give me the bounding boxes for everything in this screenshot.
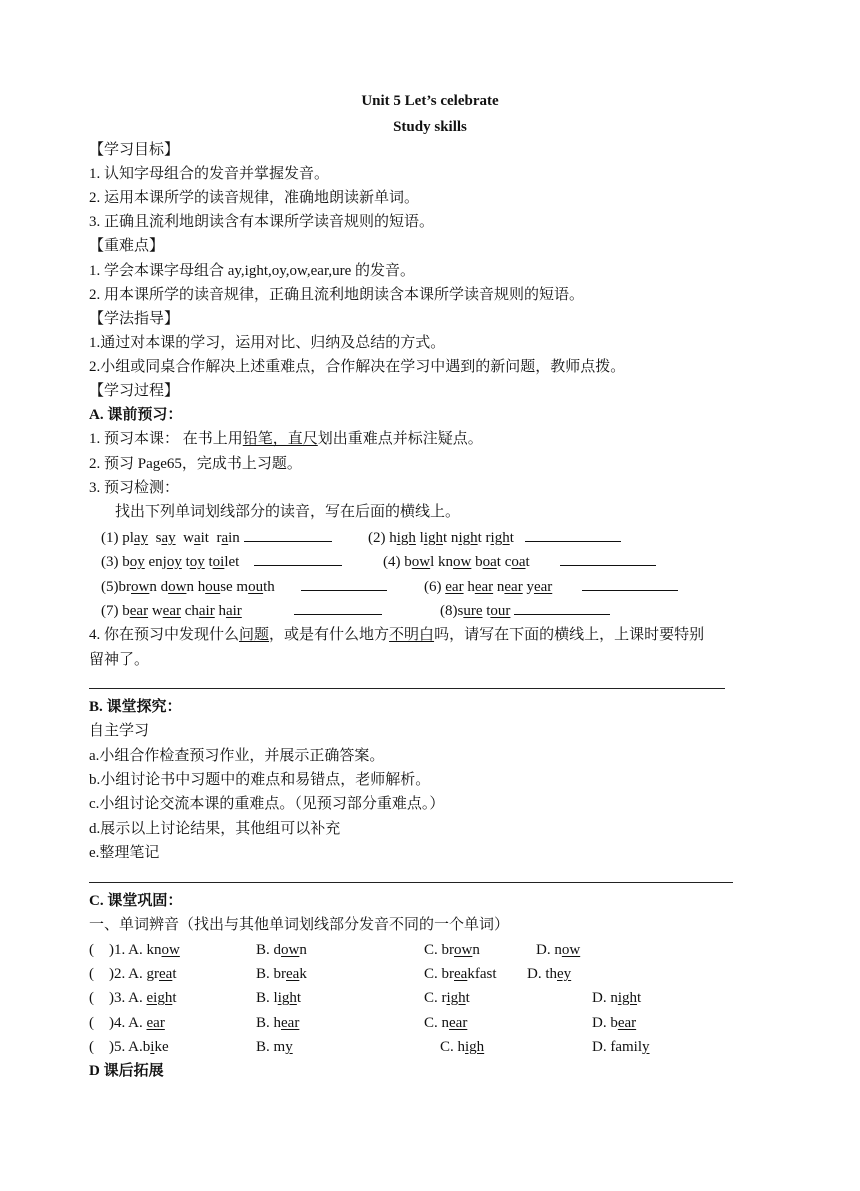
section-c-sub: 一、单词辨音（找出与其他单词划线部分发音不同的一个单词）: [89, 917, 510, 933]
answer-blank[interactable]: [582, 576, 678, 591]
keypoint-item: 2. 用本课所学的读音规律，正确且流利地朗读含本课所学读音规则的短语。: [89, 287, 585, 303]
exercise-item: (5)brown down house mouth: [101, 576, 387, 597]
keypoint-item: 1. 学会本课字母组合 ay,ight,oy,ow,ear,ure 的发音。: [89, 263, 416, 279]
option: D. now: [536, 942, 581, 958]
goal-item: 2. 运用本课所学的读音规律，准确地朗读新单词。: [89, 190, 420, 206]
text: 1. 预习本课： 在书上用: [89, 431, 243, 447]
option: C. brown: [424, 942, 480, 958]
option: D. night: [592, 990, 642, 1006]
section-a-instruction: 找出下列单词划线部分的读音，写在后面的横线上。: [115, 504, 461, 520]
keypoints-heading: 【重难点】: [89, 238, 165, 254]
method-heading: 【学法指导】: [89, 311, 180, 327]
section-b-item: b.小组讨论书中习题中的难点和易错点，老师解析。: [89, 772, 431, 788]
section-b-item: a.小组合作检查预习作业，并展示正确答案。: [89, 748, 385, 764]
goal-item: 1. 认知字母组合的发音并掌握发音。: [89, 166, 330, 182]
notes-line[interactable]: [89, 882, 733, 883]
underlined-text: 铅笔，直尺: [242, 431, 318, 447]
section-a-item: 2. 预习 Page65，完成书上习题。: [89, 456, 302, 472]
exercise-item: (7) bear wear chair hair: [101, 600, 382, 621]
exercise-item: (1) play say wait rain: [101, 527, 332, 548]
answer-paren[interactable]: (: [89, 990, 94, 1006]
section-a-item: [89, 625, 704, 645]
underlined-text: 不明白: [389, 627, 435, 643]
option: B. down: [256, 942, 307, 958]
method-item: 2.小组或同桌合作解决上述重难点，合作解决在学习中遇到的新问题，教师点拨。: [89, 359, 626, 375]
text: 划出重难点并标注疑点。: [317, 431, 483, 447]
exercise-item: (8)sure tour: [440, 600, 610, 621]
answer-paren[interactable]: (: [89, 1039, 94, 1055]
option: B. my: [256, 1039, 293, 1055]
goals-heading: 【学习目标】: [89, 142, 180, 158]
method-item: 1.通过对本课的学习，运用对比、归纳及总结的方式。: [89, 335, 446, 351]
option: D. they: [527, 966, 572, 982]
section-d-heading: D 课后拓展: [89, 1063, 164, 1079]
answer-paren[interactable]: (: [89, 942, 94, 958]
section-a-item: 留神了。: [89, 652, 150, 668]
answer-paren[interactable]: (: [89, 1015, 94, 1031]
option: B. light: [256, 990, 302, 1006]
exercise-item: (4) bowl know boat coat: [383, 551, 656, 572]
section-b-sub: 自主学习: [89, 723, 150, 739]
text: ，或是有什么地方: [269, 627, 390, 643]
process-heading: 【学习过程】: [89, 383, 180, 399]
answer-blank[interactable]: [254, 551, 342, 566]
option: B. break: [256, 966, 307, 982]
section-b-heading: B. 课堂探究：: [89, 699, 182, 715]
section-c-heading: C. 课堂巩固：: [89, 893, 183, 909]
section-b-item: d.展示以上讨论结果，其他组可以补充: [89, 821, 341, 837]
section-a-heading: A. 课前预习：: [89, 407, 183, 423]
answer-line[interactable]: [89, 688, 725, 689]
answer-blank[interactable]: [301, 576, 387, 591]
option: C. right: [424, 990, 470, 1006]
answer-blank[interactable]: [514, 600, 610, 615]
section-b-item: c.小组讨论交流本课的重难点。（见预习部分重难点。）: [89, 796, 445, 812]
answer-blank[interactable]: [525, 527, 621, 542]
exercise-item: (6) ear hear near year: [424, 576, 678, 597]
goal-item: 3. 正确且流利地朗读含有本课所学读音规则的短语。: [89, 214, 435, 230]
text: 吗，请写在下面的横线上，上课时要特别: [434, 627, 705, 643]
exercise-item: (3) boy enjoy toy toilet: [101, 551, 342, 572]
option: B. hear: [256, 1015, 300, 1031]
answer-blank[interactable]: [244, 527, 332, 542]
option: C. near: [424, 1015, 468, 1031]
answer-blank[interactable]: [560, 551, 656, 566]
section-a-item: 3. 预习检测：: [89, 480, 180, 496]
option: C. breakfast: [424, 966, 497, 982]
section-a-item: [89, 429, 483, 449]
section-b-item: e.整理笔记: [89, 845, 160, 861]
option: C. high: [440, 1039, 485, 1055]
option: D. bear: [592, 1015, 637, 1031]
option: D. family: [592, 1039, 650, 1055]
exercise-item: (2) high light night right: [368, 527, 621, 548]
doc-title: Unit 5 Let’s celebrate: [361, 93, 499, 109]
answer-blank[interactable]: [294, 600, 382, 615]
underlined-text: 问题: [239, 627, 270, 643]
text: 4. 你在预习中发现什么: [89, 627, 240, 643]
doc-subtitle: Study skills: [393, 119, 467, 135]
answer-paren[interactable]: (: [89, 966, 94, 982]
